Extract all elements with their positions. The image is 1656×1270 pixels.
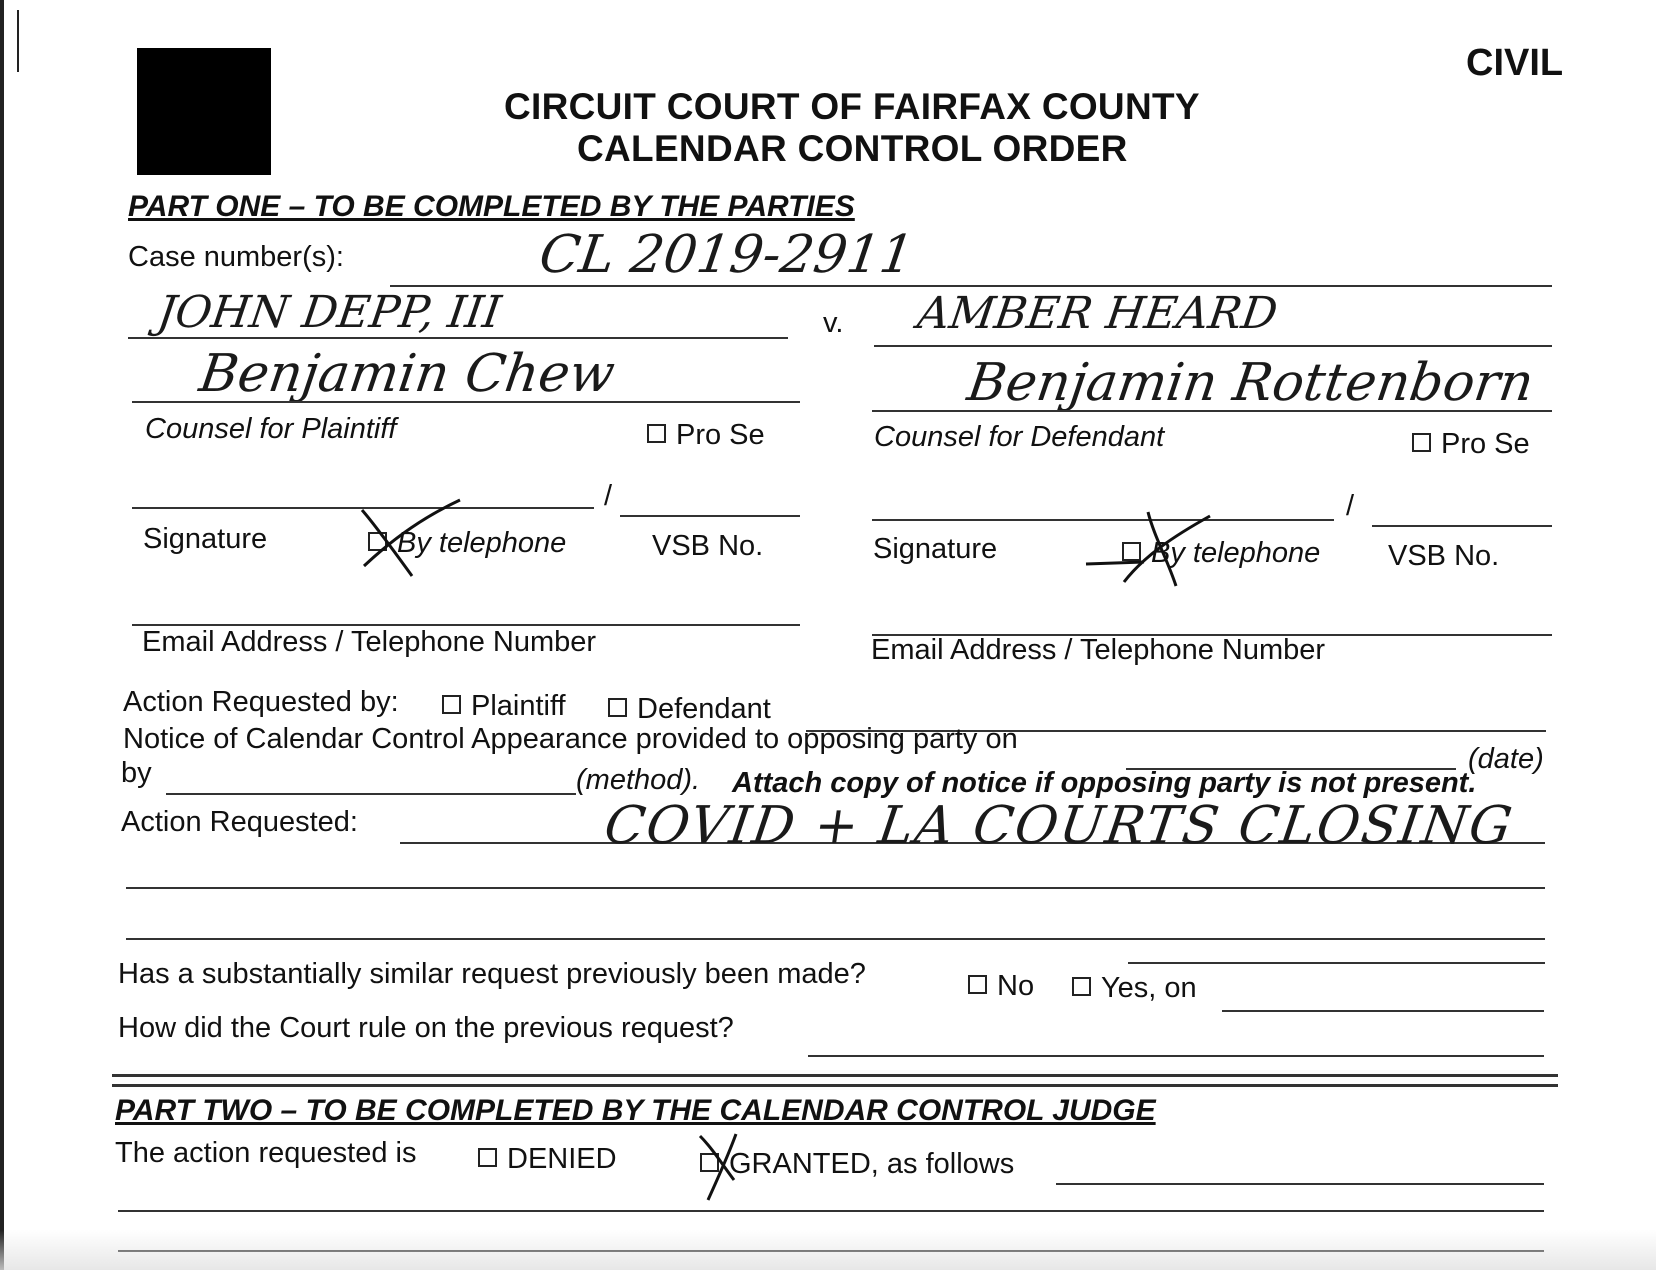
plaintiff-counsel-line (132, 401, 800, 403)
defendant-name-line (874, 345, 1552, 347)
plaintiff-name-line (128, 337, 788, 339)
action-by-defendant-checkbox[interactable] (608, 698, 627, 717)
defendant-signature-label: Signature (873, 533, 998, 565)
granted-option[interactable] (700, 1148, 1014, 1181)
plaintiff-signature-line (132, 507, 594, 509)
attach-notice-text: Attach copy of notice if opposing party is not present. (732, 767, 1477, 799)
by-label: by (121, 757, 152, 789)
granted-checkbox[interactable] (700, 1153, 719, 1172)
defendant-pro-se[interactable] (1412, 428, 1530, 461)
defendant-by-telephone-label: By telephone (1151, 537, 1321, 569)
section-divider-1 (112, 1074, 1558, 1077)
denied-checkbox[interactable] (478, 1148, 497, 1167)
action-requested-value[interactable]: COVID + LA COURTS CLOSING (600, 796, 1518, 856)
plaintiff-signature-label: Signature (143, 523, 268, 555)
plaintiff-vsb-label: VSB No. (652, 530, 764, 562)
action-requested-label: Action Requested: (121, 806, 358, 838)
granted-label: GRANTED, as follows (729, 1148, 1015, 1180)
page-left-edge (0, 0, 4, 1270)
action-by-plaintiff[interactable] (442, 690, 566, 723)
defendant-by-telephone-checkbox[interactable] (1122, 542, 1141, 561)
defendant-email-label: Email Address / Telephone Number (871, 634, 1326, 666)
plaintiff-pro-se-label: Pro Se (676, 419, 765, 451)
defendant-pro-se-label: Pro Se (1441, 428, 1530, 460)
plaintiff-name[interactable]: JOHN DEPP, III (154, 287, 504, 338)
counsel-defendant-label: Counsel for Defendant (874, 421, 1165, 453)
plaintiff-by-telephone-label: By telephone (397, 527, 567, 559)
previous-ruling-question: How did the Court rule on the previous request? (118, 1012, 734, 1044)
denied-label: DENIED (507, 1143, 617, 1175)
action-is-label: The action requested is (115, 1137, 417, 1169)
defendant-name[interactable]: AMBER HEARD (914, 288, 1281, 339)
counsel-plaintiff-label: Counsel for Plaintiff (145, 413, 397, 445)
part-one-heading: PART ONE – TO BE COMPLETED BY THE PARTIES (128, 190, 855, 223)
civil-label: CIVIL (1466, 42, 1564, 84)
page-bottom-shadow (0, 1230, 1656, 1270)
granted-detail-line-2 (118, 1210, 1544, 1212)
action-by-plaintiff-label: Plaintiff (471, 690, 566, 722)
previous-request-date-line (1222, 1010, 1544, 1012)
case-number-line (390, 285, 1552, 287)
notice-method-line (166, 793, 576, 795)
case-number-label: Case number(s): (128, 241, 344, 273)
granted-detail-line-1 (1056, 1183, 1544, 1185)
action-requested-by-label: Action Requested by: (123, 686, 399, 718)
denied-option[interactable] (478, 1143, 617, 1176)
date-label: (date) (1468, 743, 1544, 775)
redaction-block (137, 48, 271, 175)
defendant-signature-slash: / (1346, 490, 1355, 522)
action-by-defendant-label: Defendant (637, 693, 771, 725)
section-divider-2 (112, 1084, 1558, 1087)
case-number-value[interactable]: CL 2019-2911 (535, 225, 918, 285)
notice-text: Notice of Calendar Control Appearance provided to opposing party on (123, 723, 1018, 755)
plaintiff-email-label: Email Address / Telephone Number (142, 626, 597, 658)
scan-mark (17, 10, 19, 72)
defendant-by-telephone[interactable] (1122, 537, 1320, 570)
action-requested-line-2 (126, 887, 1545, 889)
form-title: CALENDAR CONTROL ORDER (577, 128, 1128, 169)
plaintiff-signature-slash: / (604, 480, 613, 512)
previous-ruling-line (808, 1055, 1544, 1057)
action-requested-line-4 (1128, 962, 1545, 964)
plaintiff-pro-se-checkbox[interactable] (647, 424, 666, 443)
previous-request-no[interactable] (968, 970, 1034, 1003)
defendant-counsel-name[interactable]: Benjamin Rottenborn (963, 353, 1538, 413)
previous-request-yes[interactable] (1072, 972, 1197, 1005)
defendant-pro-se-checkbox[interactable] (1412, 433, 1431, 452)
method-label: (method). (576, 764, 701, 796)
plaintiff-counsel-name[interactable]: Benjamin Chew (195, 344, 619, 404)
part-two-heading: PART TWO – TO BE COMPLETED BY THE CALENDAR CONTROL JUDGE (115, 1094, 1156, 1127)
similar-request-question: Has a substantially similar request previously been made? (118, 958, 866, 990)
action-by-defendant[interactable] (608, 693, 771, 726)
previous-request-yes-label: Yes, on (1101, 972, 1197, 1004)
previous-request-no-checkbox[interactable] (968, 975, 987, 994)
plaintiff-vsb-line (620, 515, 800, 517)
versus-label: v. (823, 307, 844, 339)
action-requested-line-3 (126, 938, 1545, 940)
previous-request-no-label: No (997, 970, 1035, 1002)
action-by-plaintiff-checkbox[interactable] (442, 695, 461, 714)
court-name: CIRCUIT COURT OF FAIRFAX COUNTY (504, 86, 1200, 127)
plaintiff-pro-se[interactable] (647, 419, 765, 452)
plaintiff-by-telephone[interactable] (368, 527, 566, 560)
previous-request-yes-checkbox[interactable] (1072, 977, 1091, 996)
defendant-vsb-line (1372, 525, 1552, 527)
defendant-counsel-line (872, 410, 1552, 412)
plaintiff-by-telephone-checkbox[interactable] (368, 532, 387, 551)
defendant-vsb-label: VSB No. (1388, 540, 1500, 572)
defendant-signature-line (872, 519, 1334, 521)
